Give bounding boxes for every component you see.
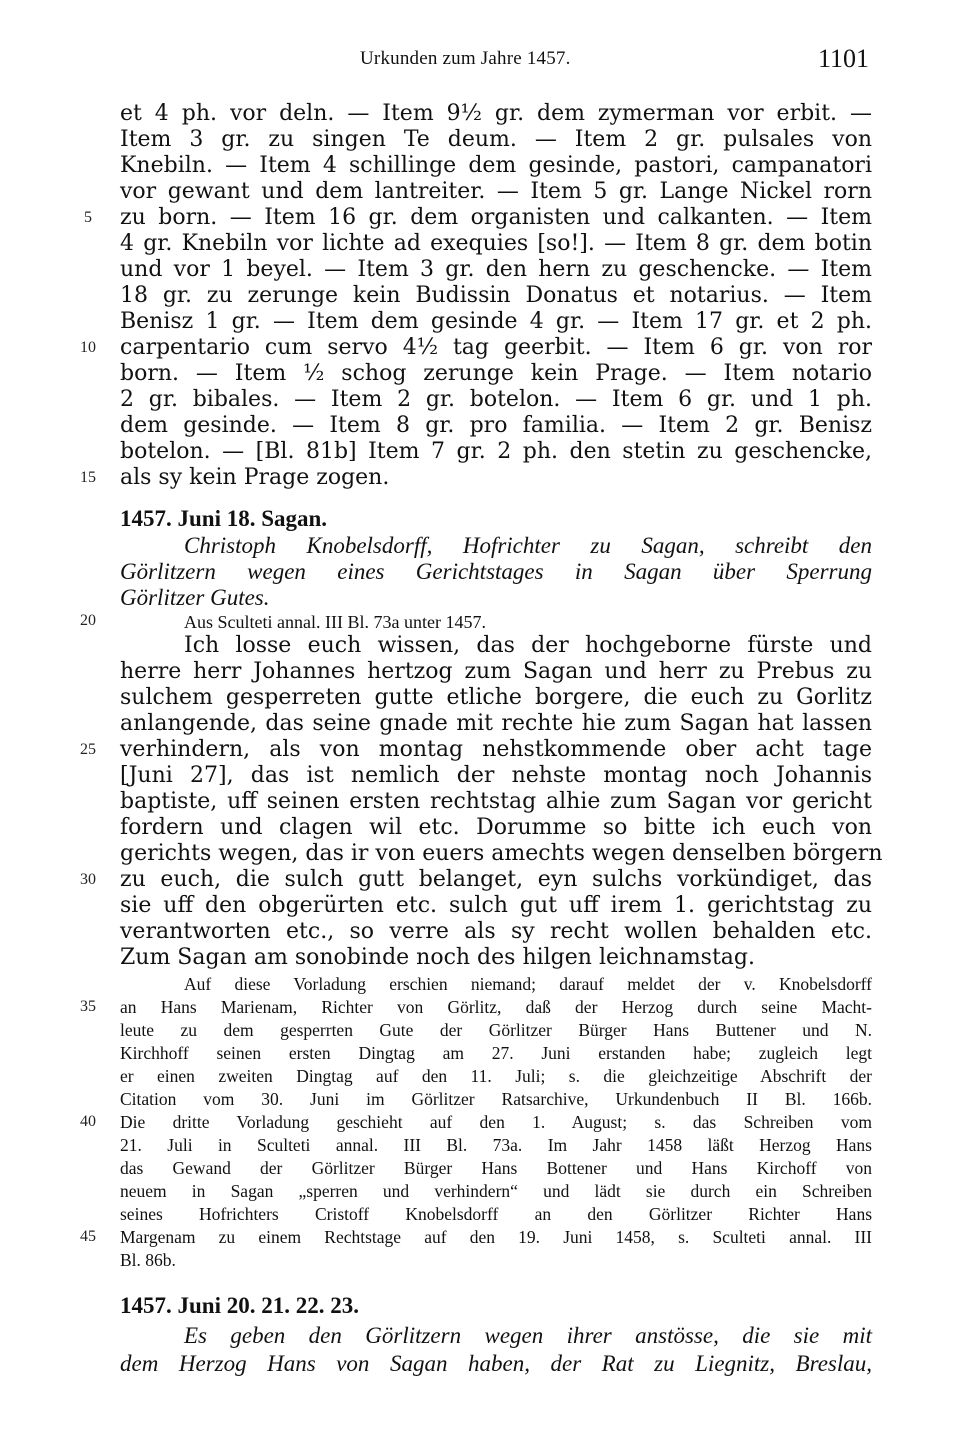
- note-line: neuem in Sagan „sperren und verhindern“ und lädt sie durch ein Schreiben: [120, 1181, 872, 1201]
- text-line: baptiste, uff seinen ersten rechtstag alhie zum Sagan vor gericht: [120, 789, 872, 814]
- text-line: dem gesinde. — Item 8 gr. pro familia. — Item 2 gr. Benisz: [120, 413, 872, 438]
- text-line: Ich losse euch wissen, das der hochgeborne fürste und: [184, 633, 872, 658]
- page-number: 1101: [818, 44, 870, 73]
- text-line: fordern und clagen wil etc. Dorumme so bitte ich euch von: [120, 815, 872, 840]
- text-line: verhindern, als von montag nehstkommende ober acht tage: [120, 737, 872, 762]
- line-number: 15: [80, 469, 96, 486]
- summary-line: Görlitzer Gutes.: [120, 585, 270, 610]
- note-line: seines Hofrichters Cristoff Knobelsdorff an den Görlitzer Richter Hans: [120, 1204, 872, 1224]
- summary-line: Görlitzern wegen eines Gerichtstages in Sagan über Sperrung: [120, 559, 872, 584]
- source-line: Aus Sculteti annal. III Bl. 73a unter 1457.: [184, 612, 486, 632]
- text-line: Item 3 gr. zu singen Te deum. — Item 2 gr. pulsales von: [120, 127, 872, 152]
- text-line: Benisz 1 gr. — Item dem gesinde 4 gr. — Item 17 gr. et 2 ph.: [120, 309, 872, 334]
- text-line: verantworten etc., so verre als sy recht wollen behalden etc.: [120, 919, 872, 944]
- text-line: herre herr Johannes hertzog zum Sagan und herr zu Prebus zu: [120, 659, 872, 684]
- note-line: Auf diese Vorladung erschien niemand; darauf meldet der v. Knobelsdorff: [184, 974, 872, 994]
- note-line: das Gewand der Görlitzer Bürger Hans Bottener und Hans Kirchoff von: [120, 1158, 872, 1178]
- note-line: Bl. 86b.: [120, 1250, 176, 1270]
- line-number: 10: [80, 339, 96, 356]
- text-line: zu euch, die sulch gutt belanget, eyn sulchs vorkündiget, das: [120, 867, 872, 892]
- line-number: 30: [80, 871, 96, 888]
- text-line: Knebiln. — Item 4 schillinge dem gesinde, pastori, campanatori: [120, 153, 872, 178]
- note-line: Citation vom 30. Juni im Görlitzer Ratsarchive, Urkundenbuch II Bl. 166b.: [120, 1089, 872, 1109]
- note-line: er einen zweiten Dingtag auf den 11. Juli; s. die gleichzeitige Abschrift der: [120, 1066, 872, 1086]
- line-number: 5: [84, 209, 92, 226]
- text-line: [Juni 27], das ist nemlich der nehste montag noch Johannis: [120, 763, 872, 788]
- text-line: sulchem gesperreten gutte etliche borgere, die euch zu Gorlitz: [120, 685, 872, 710]
- line-number: 20: [80, 612, 96, 629]
- note-line: an Hans Marienam, Richter von Görlitz, daß der Herzog durch seine Macht-: [120, 997, 872, 1017]
- line-number: 40: [80, 1113, 96, 1130]
- text-line: als sy kein Prage zogen.: [120, 465, 390, 490]
- line-number: 35: [80, 998, 96, 1015]
- line-number: 25: [80, 741, 96, 758]
- text-line: Zum Sagan am sonobinde noch des hilgen leichnamstag.: [120, 945, 756, 970]
- line-number: 45: [80, 1228, 96, 1245]
- text-line: vor gewant und dem lantreiter. — Item 5 gr. Lange Nickel rorn: [120, 179, 872, 204]
- summary-line: Christoph Knobelsdorff, Hofrichter zu Sagan, schreibt den: [184, 533, 872, 558]
- running-title: Urkunden zum Jahre 1457.: [360, 48, 571, 69]
- text-line: born. — Item ½ schog zerunge kein Prage. — Item notario: [120, 361, 872, 386]
- text-line: 2 gr. bibales. — Item 2 gr. botelon. — Item 6 gr. und 1 ph.: [120, 387, 872, 412]
- document-heading: 1457. Juni 18. Sagan.: [120, 506, 328, 531]
- text-line: und vor 1 beyel. — Item 3 gr. den hern zu geschencke. — Item: [120, 257, 872, 282]
- document-heading: 1457. Juni 20. 21. 22. 23.: [120, 1293, 359, 1318]
- text-line: gerichts wegen, das ir von euers amechts wegen denselben börgern: [120, 841, 883, 866]
- note-line: Kirchhoff seinen ersten Dingtag am 27. Juni erstanden habe; zugleich legt: [120, 1043, 872, 1063]
- text-line: botelon. — [Bl. 81b] Item 7 gr. 2 ph. den stetin zu geschencke,: [120, 439, 872, 464]
- text-line: 18 gr. zu zerunge kein Budissin Donatus et notarius. — Item: [120, 283, 872, 308]
- note-line: Margenam zu einem Rechtstage auf den 19. Juni 1458, s. Sculteti annal. III: [120, 1227, 872, 1247]
- text-line: anlangende, das seine gnade mit rechte hie zum Sagan hat lassen: [120, 711, 872, 736]
- text-line: sie uff den obgerürten etc. sulch gut uff irem 1. gerichtstag zu: [120, 893, 872, 918]
- text-line: 4 gr. Knebiln vor lichte ad exequies [so!]. — Item 8 gr. dem botin: [120, 231, 872, 256]
- text-line: carpentario cum servo 4½ tag geerbit. — Item 6 gr. von ror: [120, 335, 872, 360]
- summary-line: Es geben den Görlitzern wegen ihrer anstösse, die sie mit: [184, 1323, 872, 1348]
- note-line: 21. Juli in Sculteti annal. III Bl. 73a. Im Jahr 1458 läßt Herzog Hans: [120, 1135, 872, 1155]
- summary-line: dem Herzog Hans von Sagan haben, der Rat zu Liegnitz, Breslau,: [120, 1351, 872, 1376]
- note-line: leute zu dem gesperrten Gute der Görlitzer Bürger Hans Buttener und N.: [120, 1020, 872, 1040]
- text-line: et 4 ph. vor deln. — Item 9½ gr. dem zymerman vor erbit. —: [120, 101, 872, 126]
- text-line: zu born. — Item 16 gr. dem organisten und calkanten. — Item: [120, 205, 872, 230]
- note-line: Die dritte Vorladung geschieht auf den 1. August; s. das Schreiben vom: [120, 1112, 872, 1132]
- running-head: [0, 40, 960, 80]
